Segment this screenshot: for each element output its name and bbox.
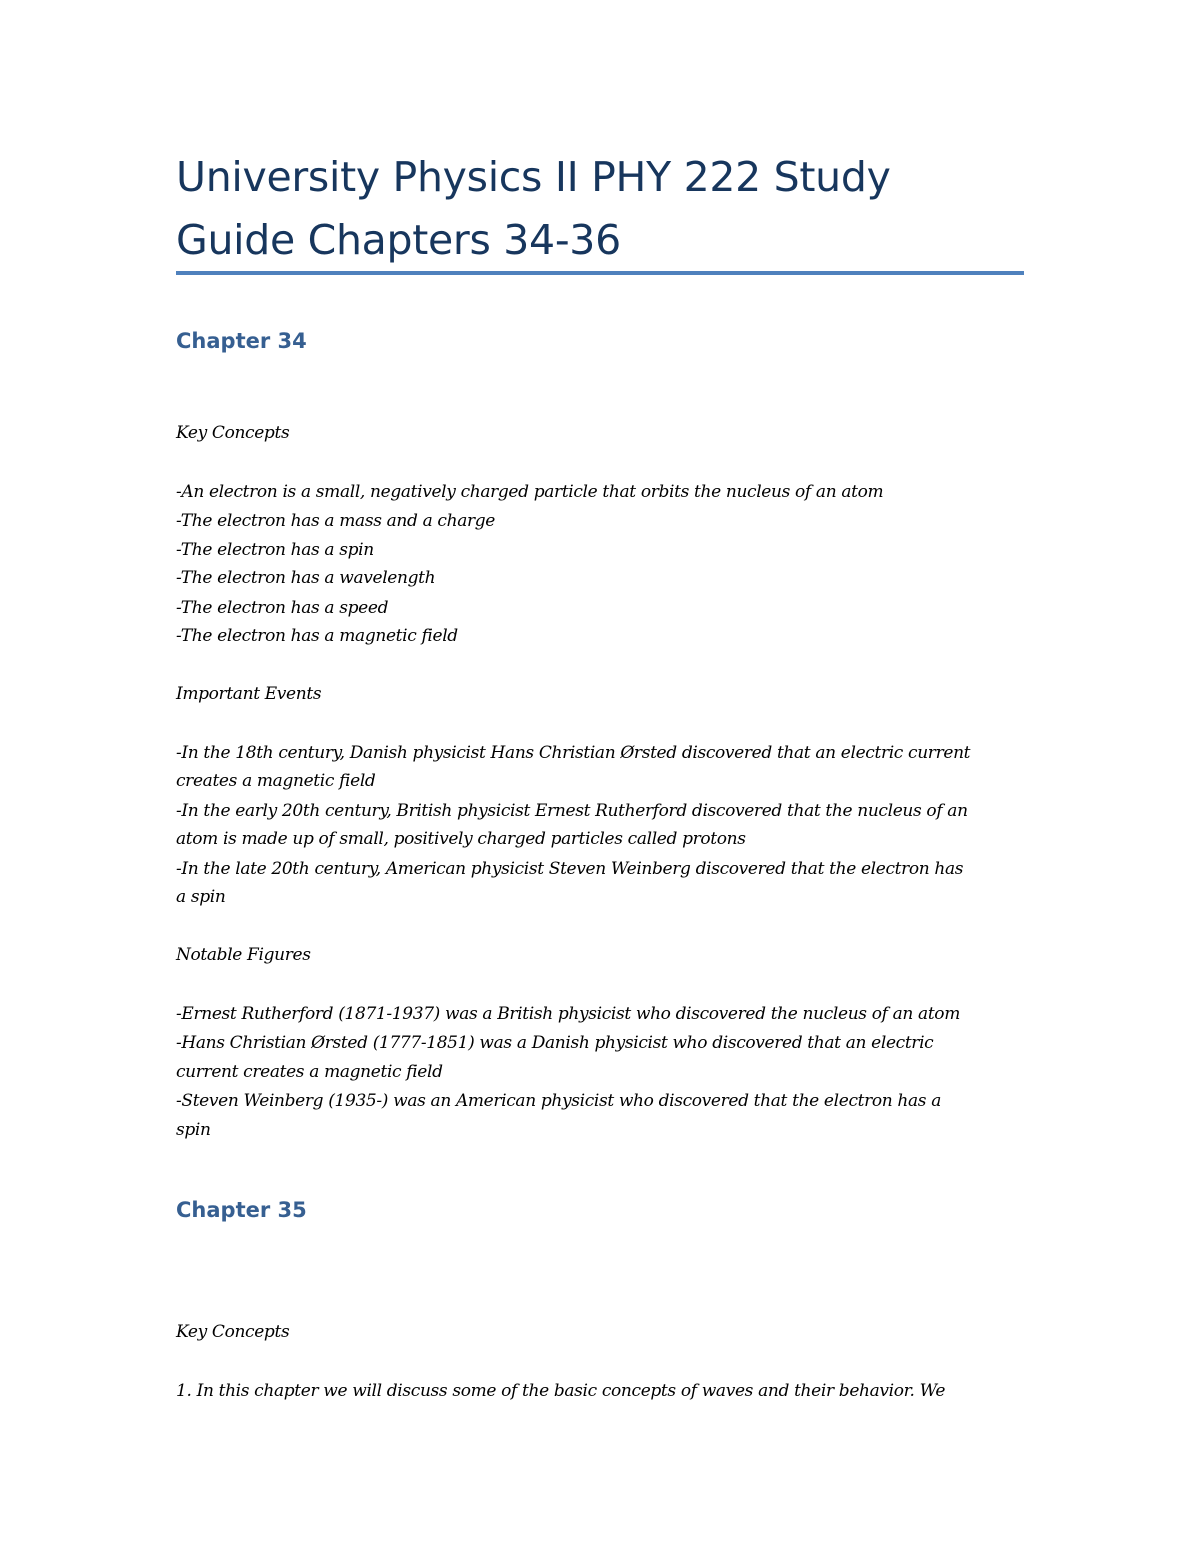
ch34-figure-line: spin: [176, 1120, 211, 1140]
title-underline: [176, 271, 1024, 275]
ch34-event-line: -In the 18th century, Danish physicist Hans Christian Ørsted discovered that an electric current: [176, 743, 971, 763]
ch34-figure-line: -Steven Weinberg (1935-) was an American physicist who discovered that the electron has a: [176, 1091, 942, 1111]
ch34-key-concept-line: -The electron has a speed: [176, 598, 389, 618]
ch34-event-line: -In the early 20th century, British physicist Ernest Rutherford discovered that the nucleus of an: [176, 801, 968, 821]
ch34-key-concept-line: -The electron has a magnetic field: [176, 626, 458, 646]
ch34-event-line: atom is made up of small, positively charged particles called protons: [176, 829, 746, 849]
ch34-key-concept-line: -The electron has a wavelength: [176, 568, 436, 588]
ch35-key-concepts-label: Key Concepts: [176, 1322, 290, 1342]
ch34-event-line: -In the late 20th century, American physicist Steven Weinberg discovered that the electron has: [176, 859, 964, 879]
document-title: [176, 146, 1024, 272]
ch34-figure-line: -Hans Christian Ørsted (1777-1851) was a Danish physicist who discovered that an electric: [176, 1033, 934, 1053]
ch34-key-concept-line: -The electron has a spin: [176, 540, 374, 560]
ch34-key-concepts-label: Key Concepts: [176, 423, 290, 443]
title-line-2: Guide Chapters 34-36: [176, 216, 621, 264]
ch34-figure-line: current creates a magnetic field: [176, 1062, 443, 1082]
ch34-event-line: creates a magnetic field: [176, 771, 376, 791]
ch34-event-line: a spin: [176, 887, 226, 907]
ch34-figure-line: -Ernest Rutherford (1871-1937) was a British physicist who discovered the nucleus of an atom: [176, 1004, 960, 1024]
ch34-key-concept-line: -An electron is a small, negatively charged particle that orbits the nucleus of an atom: [176, 482, 884, 502]
chapter-35-heading: Chapter 35: [176, 1198, 307, 1222]
ch35-key-concept-line: 1. In this chapter we will discuss some of the basic concepts of waves and their behavior. We: [176, 1381, 946, 1401]
ch34-important-events-label: Important Events: [176, 684, 322, 704]
chapter-34-heading: Chapter 34: [176, 329, 307, 353]
ch34-notable-figures-label: Notable Figures: [176, 945, 311, 965]
ch34-key-concept-line: -The electron has a mass and a charge: [176, 511, 496, 531]
title-line-1: University Physics II PHY 222 Study: [176, 153, 891, 201]
